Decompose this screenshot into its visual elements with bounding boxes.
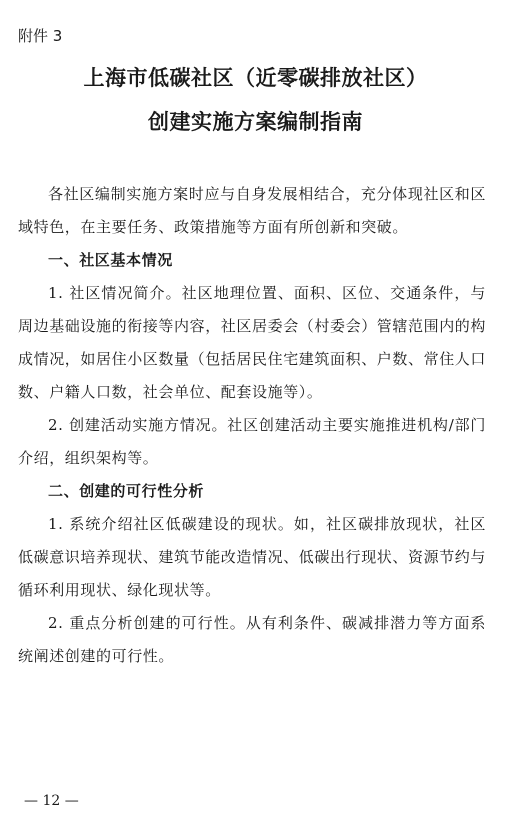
section-2-item-1: 1. 系统介绍社区低碳建设的现状。如，社区碳排放现状，社区低碳意识培养现状、建筑节能改造情况、低碳出行现状、资源节约与循环利用现状、绿化现状等。 xyxy=(18,515,487,599)
annex-label: 附件 3 xyxy=(18,27,63,45)
section-1-item-2: 2. 创建活动实施方情况。社区创建活动主要实施推进机构/部门介绍，组织架构等。 xyxy=(18,416,486,467)
page-number: — 12 — xyxy=(24,793,79,809)
section-heading-basic-info: 一、社区基本情况 xyxy=(48,251,173,269)
section-2-item-2: 2. 重点分析创建的可行性。从有利条件、碳减排潜力等方面系统阐述创建的可行性。 xyxy=(18,614,486,665)
section-heading-feasibility: 二、创建的可行性分析 xyxy=(48,482,205,500)
intro-paragraph: 各社区编制实施方案时应与自身发展相结合，充分体现社区和区域特色，在主要任务、政策措施等方面有所创新和突破。 xyxy=(18,185,486,236)
section-1-item-1: 1. 社区情况简介。社区地理位置、面积、区位、交通条件，与周边基础设施的衔接等内容，社区居委会（村委会）管辖范围内的构成情况，如居住小区数量（包括居民住宅建筑面积、户数、常住人口数、户籍人口数，社会单位、配套设施等）。 xyxy=(18,284,487,401)
document-title-line-2: 创建实施方案编制指南 xyxy=(148,109,363,134)
document-title-line-1: 上海市低碳社区（近零碳排放社区） xyxy=(83,65,428,90)
document-body xyxy=(18,178,486,673)
